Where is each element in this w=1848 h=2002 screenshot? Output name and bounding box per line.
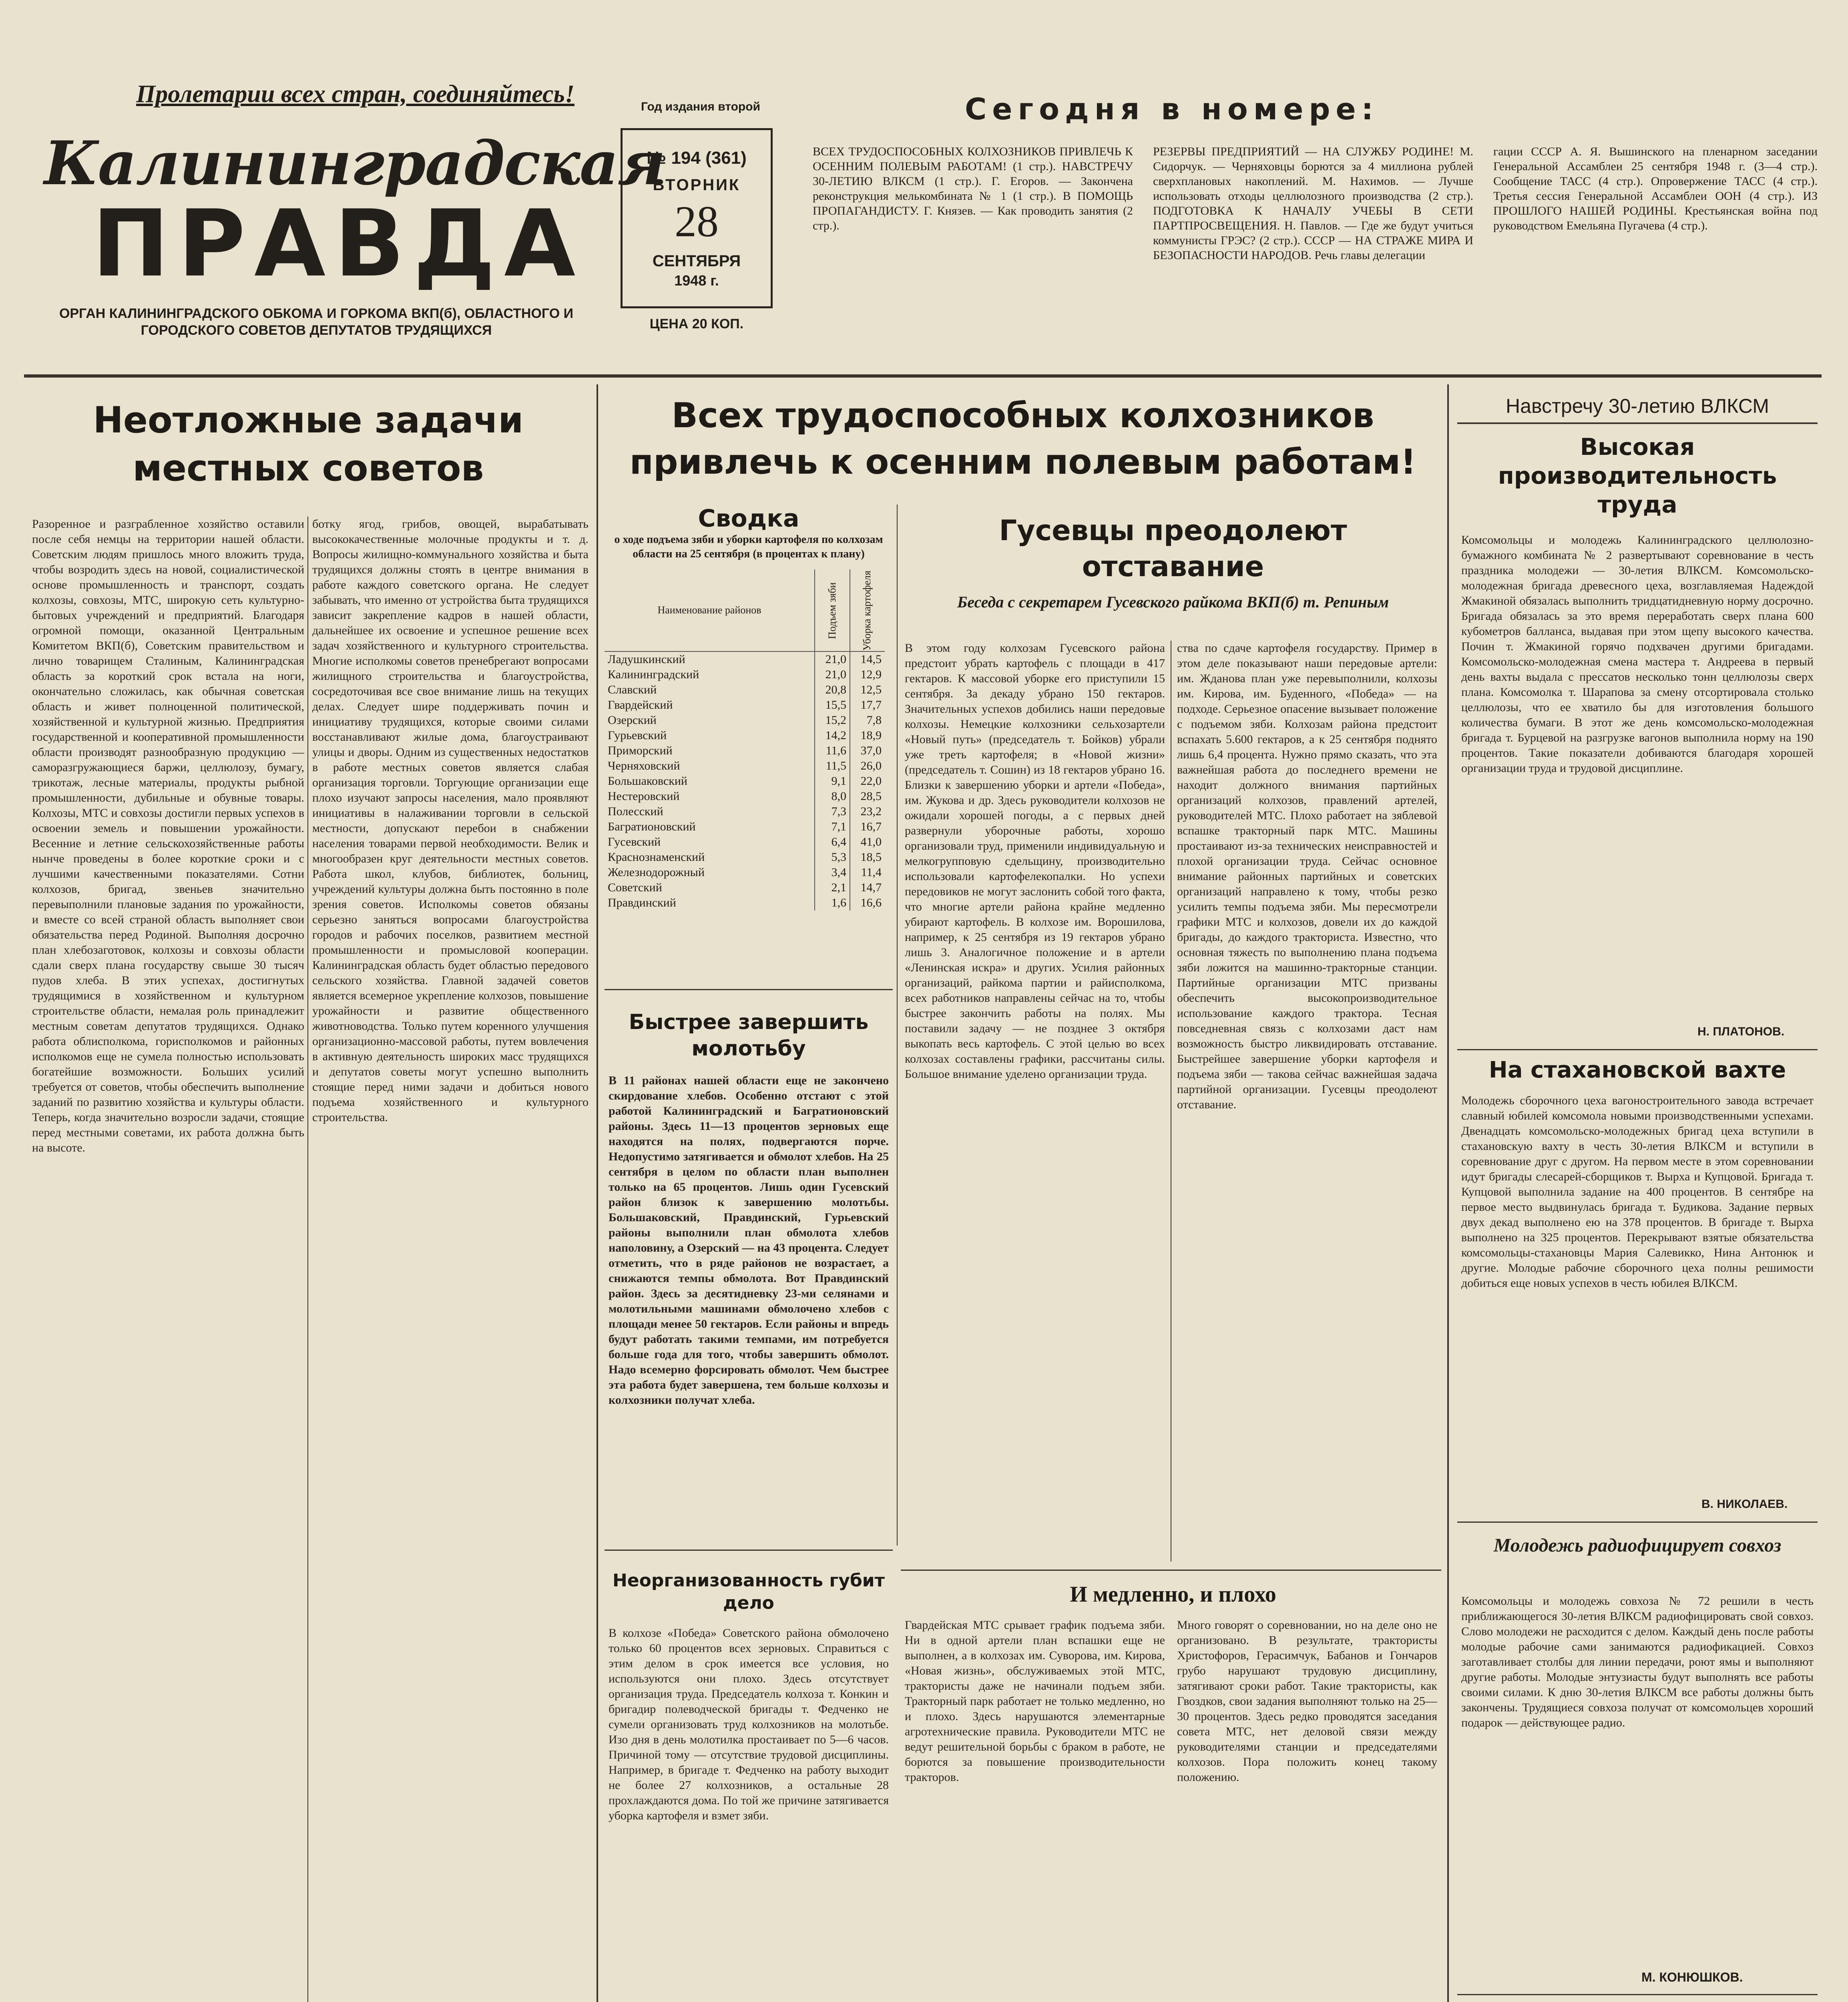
contents-col1: ВСЕХ ТРУДОСПОСОБНЫХ КОЛХОЗНИКОВ ПРИВЛЕЧЬ К ОСЕННИМ ПОЛЕВЫМ РАБОТАМ! (1 стр.). НАВСТРЕЧУ 30-ЛЕТИЮ ВЛКСМ (1 стр.). Г. Егоров. — Закончена реконструкция мелькомбината № 1 (1 стр.). В ПОМОЩЬ ПРОПАГАНДИСТУ. Г. Князев. — Как проводить занятия (2 стр.).	[813, 145, 1133, 232]
newspaper-title: ПРАВДА	[92, 191, 585, 297]
svodka-value-a: 20,8	[815, 682, 850, 697]
gusev-col1: В этом году колхозам Гусевского района предстоит убрать картофель с площади в 417 гектаров. К массовой уборке его приступили 15 сентября. За декаду убрано 150 гектаров. Значительных успехов добились наши передовые колхозы. Немецкие колхозники сельхозартели «Новый путь» (председатель т. Бойков) убрали уже треть картофеля; в «Новой жизни» (председатель т. Сошин) из 18 гектаров убрано 16. Близки к завершению уборки и артели «Победа», им. Жукова и др. Здесь руководители колхозов не ожидали хорошей погоды, а с первых дней развернули уборочные работы, хорошо организовали труд, применили индивидуальную и мелкогрупповую сдельщину, производительно использовали картофелекопалки. Но успехи передовиков не могут заслонить собой того факта, что многие артели района крайне медленно убирают картофель. В колхозе им. Ворошилова, например, к 25 сентября из 19 гектаров убрано лишь 3. Аналогичное положение и в артели «Ленинская искра» и других. Усилия районных организаций, райкома партии и райисполкома, всех работников направлены сейчас на то, чтобы быстрее закончить работы на полях. Мы поставили задачу — не позднее 3 октября выкопать весь картофель. С этой целью во всех колхозах составлены графики, рассчитаны силы. Большое внимание уделено организации труда.	[905, 641, 1165, 1081]
svodka-district: Ладушкинский	[608, 653, 685, 666]
prod-text: Комсомольцы и молодежь Калининградского целлюлозно-бумажного комбината № 2 развертывают соревнование в честь праздника молодежи — 30-летия ВЛКСМ. Комсомольско-молодежная бригада древесного цеха, возглавляемая Надеждой Жмакиной обязалась выполнить тридцатидневную норму досрочно. Бригада обязалась за это время переработать сверх плана 600 кубометров балланса, выдавая при этом щепу высокого качества. Почин т. Жмакиной горячо подхвачен другими бригадами. Комсомольско-молодежная смена мастера т. Андреева в первый день вахты выдала с прессатов несколько тонн целлюлозы сверх плана. Комсомолка т. Шарапова за смену отсортировала столько целлюлозы, что ее хватило бы для изготовления большого количества бумаги. В этот же день комсомольско-молодежная бригада т. Бурцевой на разгрузке вагонов выполнила норму на 190 процентов. Такие показатели добиваются благодаря хорошей организации труда и трудовой дисциплине.	[1461, 533, 1814, 775]
svodka-value-a: 9,1	[815, 774, 850, 789]
radio-author: М. КОНЮШКОВ.	[1641, 1970, 1743, 1984]
svodka-value-b: 23,2	[850, 804, 885, 819]
svodka-value-a: 2,1	[815, 880, 850, 895]
svodka-district: Багратионовский	[608, 820, 696, 834]
svodka-value-b: 18,9	[850, 728, 885, 743]
masthead-rule	[24, 374, 1822, 378]
svodka-district: Правдинский	[608, 896, 676, 910]
svodka-value-b: 17,7	[850, 697, 885, 713]
issue-month: СЕНТЯБРЯ	[652, 252, 741, 270]
contents-heading: Сегодня в номере:	[965, 92, 1379, 127]
svodka-value-a: 5,3	[815, 850, 850, 865]
svodka-district: Гвардейский	[608, 698, 673, 712]
svodka-value-a: 7,1	[815, 819, 850, 834]
svodka-table	[605, 569, 885, 911]
center-banner: Всех трудоспособных колхозников привлечь к осенним полевым работам!	[629, 396, 1416, 482]
svodka-row	[605, 682, 885, 697]
svodka-col-name: Наименование районов	[605, 569, 815, 651]
price: ЦЕНА 20 КОП.	[649, 316, 744, 332]
svodka-value-a: 11,5	[815, 758, 850, 774]
svodka-row	[605, 758, 885, 774]
svodka-value-a: 21,0	[815, 651, 850, 667]
svodka-value-b: 28,5	[850, 789, 885, 804]
issue-box	[617, 100, 785, 340]
svodka-value-b: 14,5	[850, 651, 885, 667]
svodka-value-a: 3,4	[815, 865, 850, 880]
svodka-row	[605, 667, 885, 682]
svodka-district: Гурьевский	[608, 729, 667, 742]
masthead-subtitle: ОРГАН КАЛИНИНГРАДСКОГО ОБКОМА И ГОРКОМА ВКП(б), ОБЛАСТНОГО И ГОРОДСКОГО СОВЕТОВ ДЕПУТАТОВ ТРУДЯЩИХСЯ	[59, 306, 574, 338]
gusev-subtitle: Беседа с секретарем Гусевского райкома ВКП(б) т. Репиным	[957, 593, 1389, 611]
svodka-row	[605, 819, 885, 834]
svodka-district: Советский	[608, 881, 662, 894]
svodka-col-b: Уборка картофеля	[850, 569, 885, 651]
year-label: Год издания второй	[641, 100, 761, 113]
svodka-value-b: 11,4	[850, 865, 885, 880]
svodka-district: Железнодорожный	[608, 866, 705, 879]
svodka-value-b: 12,9	[850, 667, 885, 682]
prod-title: Высокая производительность труда	[1498, 433, 1777, 518]
svodka	[605, 505, 893, 911]
slow-col2: Много говорят о соревновании, но на деле оно не организовано. В результате, трактористы Христофоров, Герасимчук, Бабанов и Гончаров грубо нарушают трудовую дисциплину, затягивают сроки работ. Такие трактористы, как Гвоздков, свои задания выполняют только на 25—30 процентов. Здесь редко проводятся заседания совета МТС, нет деловой связи между руководителями станции и председателями колхозов. Пора положить конец такому положению.	[1177, 1618, 1437, 1784]
svodka-district: Славский	[608, 683, 657, 697]
svodka-row	[605, 743, 885, 758]
svodka-subtitle: о ходе подъема зяби и уборки картофеля по колхозам области на 25 сентября (в процентах к плану)	[614, 533, 883, 560]
svodka-district: Полесский	[608, 805, 663, 818]
svodka-district: Нестеровский	[608, 790, 680, 803]
svodka-value-a: 7,3	[815, 804, 850, 819]
svodka-district: Черняховский	[608, 759, 680, 773]
radio-title: Молодежь радиофицирует совхоз	[1493, 1535, 1782, 1556]
watch-text: Молодежь сборочного цеха вагоностроительного завода встречает славный юбилей комсомола новыми производственными успехами. Двенадцать комсомольско-молодежных бригад цеха вступили в стахановскую вахту в честь 30-летия ВЛКСМ и вступили в соревнование друг с другом. На первом месте в этом соревновании идут бригады слесарей-сборщиков т. Вырха и Купцовой. Бригада т. Купцовой выполнила задание на 400 процентов. В сентябре на первое место выдвинулась бригада т. Будикова. Задание первых двух декад выполнено ею на 378 процентов. В бригаде т. Вырха выполнено на 325 процентов. Перекрывают взятые обязательства комсомольцы-стахановцы Мария Салевикко, Нина Антонюк и другие. Молодые рабочие сборочного цеха полны решимости добиться еще новых успехов в честь юбилея ВЛКСМ.	[1461, 1094, 1814, 1290]
svodka-district: Краснознаменский	[608, 850, 705, 864]
prod-author: Н. ПЛАТОНОВ.	[1697, 1025, 1785, 1038]
slow-col1: Гвардейская МТС срывает график подъема зяби. Ни в одной артели план вспашки еще не выполнен, а в колхозах им. Суворова, им. Кирова, «Новая жизнь», обслуживаемых этой МТС, трактористы даже не начинали подъем зяби. Тракторный парк работает не только медленно, но и плохо. Здесь нарушаются элементарные агротехнические правила. Руководители МТС не ведут решительной борьбы с браком в работе, не борются за повышение производительности тракторов.	[905, 1618, 1165, 1784]
svodka-district: Гусевский	[608, 835, 661, 849]
svodka-row	[605, 728, 885, 743]
svodka-row	[605, 850, 885, 865]
svodka-district: Большаковский	[608, 774, 687, 788]
svodka-district: Калининградский	[608, 668, 699, 681]
gusev-col2: ства по сдаче картофеля государству. Пример в этом деле показывают наши передовые артели: им. Жданова план уже перевыполнили, колхозы им. Кирова, им. Буденного, «Победа» — на подходе. Серьезное опасение вызывает положение с подъемом зяби. Колхозам района предстоит вспахать 5.600 гектаров, а к 25 сентября поднято лишь 6,4 процента. Нужно прямо сказать, что эта важнейшая работа до последнего времени не находит должного внимания партийных организаций колхозов, правлений артелей, руководителей МТС. Плохо работает на зяблевой вспашке тракторный парк МТС. Машины простаивают из-за технических неисправностей и плохой организации труда. Сейчас основное внимание районных партийных и советских организаций направлено к тому, чтобы резко усилить темпы подъема зяби. Мы пересмотрели графики МТС и колхозов, довели их до каждой бригады, до каждого тракториста. Известно, что основная тяжесть по выполнению плана подъема зяби ложится на машинно-тракторные станции. Партийные организации МТС призваны обеспечить высокопроизводительное использование каждого трактора. Тесная повседневная связь с колхозами даст нам возможность быстро ликвидировать отставание. Быстрейшее завершение уборки картофеля и подъема зяби — такова сейчас важнейшая задача партийной организации. Гусевцы преодолеют отставание.	[1177, 641, 1437, 1111]
svodka-row	[605, 651, 885, 667]
svodka-row	[605, 834, 885, 850]
editorial-col1: Разоренное и разграбленное хозяйство оставили после себя немцы на территории нашей области. Советским людям пришлось много вложить труда, чтобы возродить здесь на новой, социалистической основе промышленность и транспорт, создать колхозы, совхозы, МТС, широкую сеть культурно-бытовых учреждений и предприятий. Благодаря огромной помощи, оказанной Центральным Комитетом ВКП(б), Советским правительством и лично товарищем Сталиным, Калининградская область за короткий срок встала на ноги, окончательно сложилась, как обычная советская область и живет полноценной политической, хозяйственной и культурной жизнью. Предприятия государственной и кооперативной промышленности области производят разнообразную продукцию — саморазгружающиеся баржи, целлюлозу, бумагу, трикотаж, лесные материалы, продукты рыбной промышленности, дубильные и обувные товары. Колхозы, МТС и совхозы достигли первых успехов в освоении земель и повышении урожайности. Весенние и летние сельскохозяйственные работы нынче проведены в более короткие сроки и с лучшими качественными показателями. Сотни колхозов, бригад, звеньев значительно перевыполнили плановые задания по урожайности, и вместе со всей страной область выполняет свои обязательства перед Родиной. Выполняя досрочно план хлебозаготовок, колхозы и совхозы области сдали сверх плана государству свыше 30 тысяч пудов хлеба. В этих успехах, достигнутых трудящимися в хозяйственном и культурном строительстве области, немалая роль принадлежит местным советам депутатов трудящихся. Однако работа облисполкома, горисполкомов и районных исполкомов еще не сумела полностью использовать богатейшие возможности. Больших усилий требуется от советов, чтобы обеспечить выполнение заданий по развитию хозяйства и культуры области. Теперь, когда значительно возросли задачи, стоящие перед местными советами, их работа должна быть на высоте.	[32, 517, 304, 1154]
contents-col3: гации СССР А. Я. Вышинского на пленарном заседании Генеральной Ассамблеи 25 сентября 1948 г. (3—4 стр.). Сообщение ТАСС (4 стр.). Опровержение ТАСС (4 стр.). Третья сессия Генеральной Ассамблеи ООН (4 стр.). ИЗ ПРОШЛОГО НАШЕЙ РОДИНЫ. Крестьянская война под руководством Емельяна Пугачева (4 стр.).	[1493, 145, 1818, 232]
svodka-row	[605, 697, 885, 713]
svodka-value-b: 16,6	[850, 895, 885, 911]
svodka-row	[605, 804, 885, 819]
svodka-value-a: 11,6	[815, 743, 850, 758]
contents	[813, 80, 1822, 368]
radio-text: Комсомольцы и молодежь совхоза № 72 решили в честь приближающегося 30-летия ВЛКСМ радиофицировать свой совхоз. Слово молодежи не расходится с делом. Каждый день после работы молодые рабочие сами занимаются радиофикацией. Совхоз заготавливает столбы для линии передачи, роют ямы и выполняют другие работы. Молодые энтузиасты будут выполнять все работы своими силами. К дню 30-летия ВЛКСМ все работы должны быть закончены. Трудящиеся совхоза получат от комсомольцев хороший подарок — действующее радио.	[1461, 1594, 1814, 1729]
editorial-title: Неотложные задачи местных советов	[93, 399, 524, 489]
watch-title: На стахановской вахте	[1488, 1057, 1786, 1083]
newspaper-title-top: Калининградская	[44, 128, 665, 199]
svodka-value-a: 8,0	[815, 789, 850, 804]
svodka-value-b: 7,8	[850, 713, 885, 728]
contents-col2: РЕЗЕРВЫ ПРЕДПРИЯТИЙ — НА СЛУЖБУ РОДИНЕ! М. Сидорчук. — Черняховцы борются за 4 миллиона рублей сверхплановых накоплений. М. Нахимов. — Лучше использовать отходы целлюлозного производства (2 стр.). ПОДГОТОВКА К НАЧАЛУ УЧЕБЫ В СЕТИ ПАРТПРОСВЕЩЕНИЯ. Н. Павлов. — Где же будут учиться коммунисты ГРЭС? (2 стр.). СССР — НА СТРАЖЕ МИРА И БЕЗОПАСНОСТИ НАРОДОВ. Речь главы делегации	[1153, 145, 1473, 262]
threshing-title: Быстрее завершить молотьбу	[629, 1010, 869, 1061]
editorial-col2: ботку ягод, грибов, овощей, вырабатывать высококачественные молочные продукты и т. д. Вопросы жилищно-коммунального хозяйства и быта трудящихся должны стоять в центре внимания в работе каждого советского органа. Не следует забывать, что именно от устройства быта трудящихся зависит закрепление кадров в нашей области, дальнейшее их освоение и успешное решение всех задач хозяйственного и культурного строительства. Многие исполкомы советов пренебрегают вопросами жилищного строительства и благоустройства, сосредоточивая все свое внимание лишь на текущих делах. Следует шире поддерживать почин и инициативу трудящихся, которые своими силами восстанавливают жилые дома, благоустраивают улицы и дворы. Одним из существенных недостатков в работе местных советов является слабая организация торговли. Торгующие организации еще плохо изучают запросы населения, мало проявляют инициативы в налаживании торговли в сельской местности, допускают перебои в снабжении населения товарами первой необходимости. Велик и многообразен круг деятельности местных советов. Работа школ, клубов, библиотек, больниц, учреждений культуры должна быть постоянно в поле зрения советов. Исполкомы советов обязаны серьезно заняться вопросами благоустройства городов и рабочих поселков, развитием местной промышленности и промысловой кооперации. Калининградская область будет областью передового сельского хозяйства. Главной задачей советов является всемерное укрепление колхозов, повышение урожайности и развитие общественного животноводства. Только путем коренного улучшения организационно-массовой работы, путем вовлечения в активную деятельность широких масс трудящихся и депутатов советы могут успешно выполнить стоящие перед ними задачи и добиться нового подъема хозяйственного и культурного строительства.	[312, 517, 589, 1124]
svodka-value-b: 22,0	[850, 774, 885, 789]
svodka-district: Озерский	[608, 714, 657, 727]
motto: Пролетарии всех стран, соединяйтесь!	[136, 80, 574, 108]
issue-number: № 194 (361)	[647, 148, 747, 168]
svodka-value-a: 15,2	[815, 713, 850, 728]
svodka-value-a: 6,4	[815, 834, 850, 850]
watch-author: В. НИКОЛАЕВ.	[1701, 1497, 1788, 1511]
issue-year: 1948 г.	[674, 272, 719, 289]
threshing-text: В 11 районах нашей области еще не закончено скирдование хлебов. Особенно отстают с этой работой Калининградский и Багратионовский районы. Здесь 11—13 процентов зерновых еще находятся на полях, подвергаются порче. Недопустимо затягивается и обмолот хлебов. На 25 сентября в целом по области план выполнен только на 65 процентов. Лишь один Гусевский район близок к завершению молотьбы. Большаковский, Правдинский, Гурьевский районы выполнили план обмолота хлебов наполовину, а Озерский — на 43 процента. Следует отметить, что в ряде районов не возрастает, а снижаются темпы обмолота. Вот Правдинский район. Здесь за десятидневку 23-ми селянами и молотильными машинами обмолочено хлебов с площади менее 50 гектаров. Если районы и впредь будут работать такими темпами, им потребуется больше года для того, чтобы завершить обмолот. Надо всемерно форсировать обмолот. Чем быстрее эта работа будет завершена, тем больше колхозы и колхозники получат хлеба.	[609, 1074, 889, 1407]
svodka-value-b: 18,5	[850, 850, 885, 865]
svodka-row	[605, 713, 885, 728]
svodka-value-b: 16,7	[850, 819, 885, 834]
svodka-district: Приморский	[608, 744, 673, 758]
svodka-value-b: 12,5	[850, 682, 885, 697]
svodka-value-a: 14,2	[815, 728, 850, 743]
svodka-row	[605, 880, 885, 895]
svodka-value-b: 26,0	[850, 758, 885, 774]
gusev-title: Гусевцы преодолеют отставание	[999, 514, 1347, 583]
svodka-value-a: 21,0	[815, 667, 850, 682]
svodka-value-a: 15,5	[815, 697, 850, 713]
svodka-value-b: 14,7	[850, 880, 885, 895]
svodka-row	[605, 895, 885, 911]
svodka-value-a: 1,6	[815, 895, 850, 911]
svodka-row	[605, 865, 885, 880]
svodka-title: Сводка	[698, 505, 799, 533]
slow-title: И медленно, и плохо	[1070, 1582, 1276, 1607]
masthead	[32, 76, 665, 364]
disorg-title: Неорганизованность губит дело	[612, 1570, 885, 1613]
disorg-text: В колхозе «Победа» Советского района обмолочено только 60 процентов всех зерновых. Справиться с этим делом в срок имеется все условия, но используются они плохо. Здесь отсутствует организация труда. Председатель колхоза т. Конкин и бригадир полеводческой бригады т. Федченко не сумели организовать труд колхозников на молотьбе. Изо дня в день молотилка простаивает по 5—6 часов. Причиной тому — отсутствие трудовой дисциплины. Например, в бригаде т. Федченко на работу выходит не более 27 колхозников, а остальные 28 прохлаждаются дома. По той же причине затягивается уборка картофеля и взмет зяби.	[609, 1626, 889, 1822]
svodka-value-b: 37,0	[850, 743, 885, 758]
svodka-col-a: Подъем зяби	[815, 569, 850, 651]
weekday: ВТОРНИК	[653, 176, 741, 194]
right-header: Навстречу 30-летию ВЛКСМ	[1506, 395, 1769, 417]
issue-day: 28	[675, 197, 719, 246]
svodka-row	[605, 789, 885, 804]
svodka-row	[605, 774, 885, 789]
svodka-value-b: 41,0	[850, 834, 885, 850]
